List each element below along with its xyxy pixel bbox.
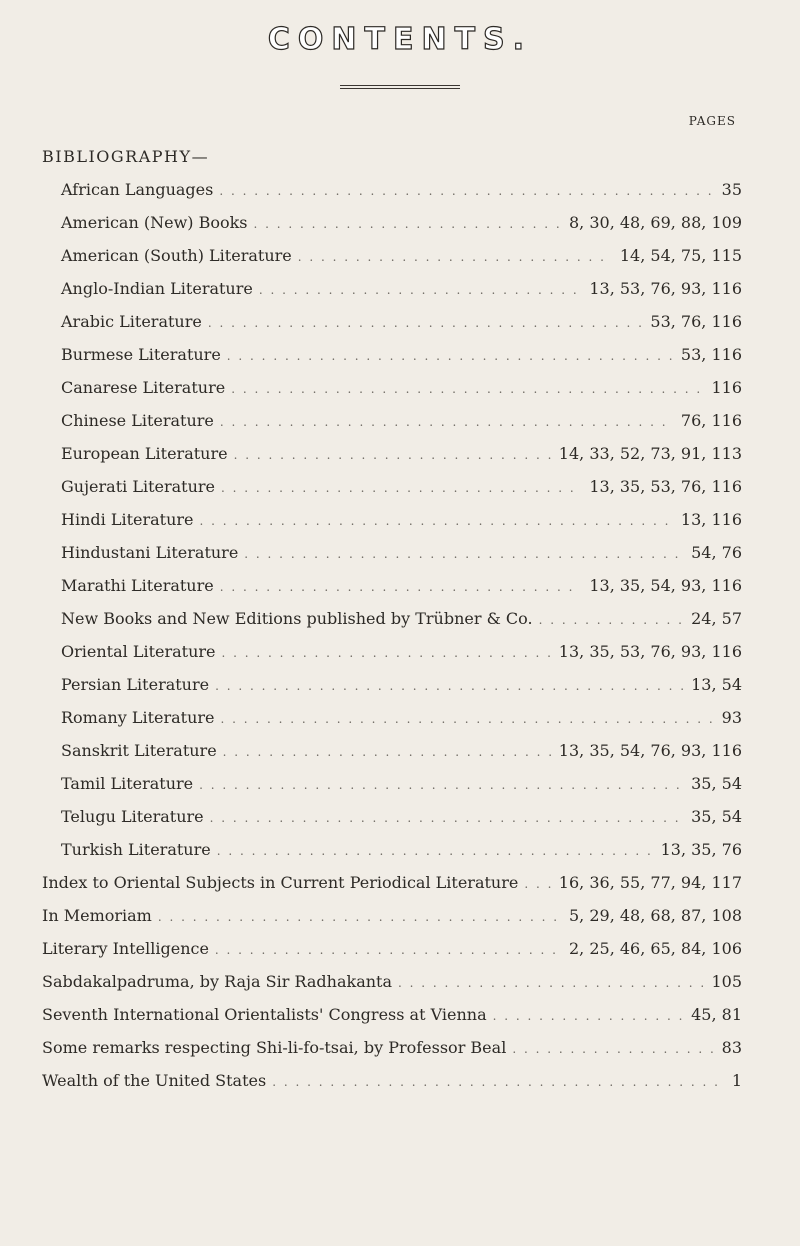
entry-pages: 24, 57 bbox=[691, 609, 742, 628]
toc-entry bbox=[0, 470, 800, 503]
entry-title: Literary Intelligence bbox=[42, 939, 209, 958]
entry-pages: 2, 25, 46, 65, 84, 106 bbox=[568, 939, 742, 958]
leader-dots bbox=[200, 505, 673, 536]
toc-entry bbox=[0, 173, 800, 206]
entry-title: Hindustani Literature bbox=[61, 543, 239, 562]
toc-entry bbox=[0, 272, 800, 305]
entry-title: Some remarks respecting Shi-li-fo-tsai, by Professor Beal bbox=[42, 1038, 507, 1057]
entry-title: Arabic Literature bbox=[61, 312, 202, 331]
entry-title: Canarese Literature bbox=[61, 378, 226, 397]
entry-title: Sanskrit Literature bbox=[61, 741, 217, 760]
leader-dots bbox=[512, 1033, 713, 1064]
page-title: CONTENTS. bbox=[267, 22, 533, 57]
entry-title: Burmese Literature bbox=[61, 345, 221, 364]
entry-title: Romany Literature bbox=[61, 708, 215, 727]
leader-dots bbox=[199, 769, 683, 800]
leader-dots bbox=[259, 274, 581, 305]
toc-entry bbox=[0, 734, 800, 767]
leader-dots bbox=[222, 637, 551, 668]
entry-title: American (New) Books bbox=[61, 213, 248, 232]
entry-title: Turkish Literature bbox=[61, 840, 211, 859]
entry-title: Tamil Literature bbox=[61, 774, 194, 793]
section-heading: BIBLIOGRAPHY— bbox=[42, 147, 210, 166]
entry-title: European Literature bbox=[61, 444, 228, 463]
leader-dots bbox=[254, 208, 561, 239]
entry-title: Index to Oriental Subjects in Current Periodical Literature bbox=[42, 873, 519, 892]
toc-entry bbox=[0, 833, 800, 866]
entry-title: Anglo-Indian Literature bbox=[61, 279, 253, 298]
entry-pages: 13, 35, 53, 76, 116 bbox=[589, 477, 742, 496]
toc-entry bbox=[0, 965, 800, 998]
toc-entry bbox=[0, 998, 800, 1031]
leader-dots bbox=[234, 439, 551, 470]
entry-pages: 116 bbox=[711, 378, 742, 397]
toc-entry bbox=[0, 569, 800, 602]
entry-pages: 35, 54 bbox=[691, 774, 742, 793]
leader-dots bbox=[272, 1066, 724, 1097]
toc-entry bbox=[0, 866, 800, 899]
leader-dots bbox=[221, 703, 714, 734]
toc-entry bbox=[0, 635, 800, 668]
entry-pages: 8, 30, 48, 69, 88, 109 bbox=[568, 213, 742, 232]
entry-title: African Languages bbox=[61, 180, 214, 199]
entry-pages: 53, 116 bbox=[680, 345, 742, 364]
leader-dots bbox=[215, 670, 683, 701]
entry-title: Gujerati Literature bbox=[61, 477, 216, 496]
entry-pages: 13, 35, 54, 93, 116 bbox=[589, 576, 742, 595]
leader-dots bbox=[231, 373, 703, 404]
leader-dots bbox=[227, 340, 673, 371]
leader-dots bbox=[219, 175, 713, 206]
entry-pages: 13, 35, 76 bbox=[660, 840, 742, 859]
entry-pages: 13, 53, 76, 93, 116 bbox=[589, 279, 742, 298]
leader-dots bbox=[493, 1000, 684, 1031]
leader-dots bbox=[220, 406, 673, 437]
leader-dots bbox=[398, 967, 703, 998]
entry-title: Oriental Literature bbox=[61, 642, 216, 661]
toc-entry bbox=[0, 404, 800, 437]
toc-entry bbox=[0, 305, 800, 338]
leader-dots bbox=[208, 307, 643, 338]
contents-entries bbox=[0, 173, 800, 1097]
toc-entry bbox=[0, 701, 800, 734]
toc-entry bbox=[0, 602, 800, 635]
entry-pages: 14, 33, 52, 73, 91, 113 bbox=[558, 444, 742, 463]
entry-pages: 45, 81 bbox=[691, 1005, 742, 1024]
leader-dots bbox=[223, 736, 551, 767]
entry-pages: 1 bbox=[731, 1071, 742, 1090]
toc-entry bbox=[0, 338, 800, 371]
toc-entry bbox=[0, 932, 800, 965]
leader-dots bbox=[244, 538, 683, 569]
toc-entry bbox=[0, 503, 800, 536]
leader-dots bbox=[539, 604, 684, 635]
entry-pages: 16, 36, 55, 77, 94, 117 bbox=[558, 873, 742, 892]
entry-title: Persian Literature bbox=[61, 675, 210, 694]
entry-title: Telugu Literature bbox=[61, 807, 204, 826]
leader-dots bbox=[210, 802, 683, 833]
entry-pages: 13, 35, 53, 76, 93, 116 bbox=[558, 642, 742, 661]
toc-entry bbox=[0, 1031, 800, 1064]
entry-pages: 76, 116 bbox=[680, 411, 742, 430]
entry-pages: 13, 54 bbox=[691, 675, 742, 694]
toc-entry bbox=[0, 239, 800, 272]
toc-entry bbox=[0, 668, 800, 701]
toc-entry bbox=[0, 536, 800, 569]
entry-title: Sabdakalpadruma, by Raja Sir Radhakanta bbox=[42, 972, 392, 991]
leader-dots bbox=[524, 868, 550, 899]
toc-entry bbox=[0, 437, 800, 470]
toc-entry bbox=[0, 800, 800, 833]
toc-entry bbox=[0, 1064, 800, 1097]
entry-pages: 93 bbox=[721, 708, 742, 727]
entry-title: Chinese Literature bbox=[61, 411, 214, 430]
leader-dots bbox=[215, 934, 561, 965]
entry-pages: 105 bbox=[711, 972, 742, 991]
entry-title: Hindi Literature bbox=[61, 510, 194, 529]
leader-dots bbox=[298, 241, 612, 272]
entry-pages: 53, 76, 116 bbox=[650, 312, 742, 331]
entry-pages: 35, 54 bbox=[691, 807, 742, 826]
toc-entry bbox=[0, 371, 800, 404]
toc-entry bbox=[0, 206, 800, 239]
entry-pages: 13, 116 bbox=[680, 510, 742, 529]
leader-dots bbox=[217, 835, 653, 866]
entry-pages: 13, 35, 54, 76, 93, 116 bbox=[558, 741, 742, 760]
title-rule bbox=[340, 85, 460, 89]
leader-dots bbox=[158, 901, 561, 932]
entry-title: Marathi Literature bbox=[61, 576, 214, 595]
entry-pages: 54, 76 bbox=[691, 543, 742, 562]
entry-title: In Memoriam bbox=[42, 906, 152, 925]
leader-dots bbox=[220, 571, 582, 602]
entry-pages: 83 bbox=[721, 1038, 742, 1057]
entry-title: New Books and New Editions published by Trübner & Co. bbox=[61, 609, 533, 628]
entry-title: American (South) Literature bbox=[61, 246, 292, 265]
entry-pages: 14, 54, 75, 115 bbox=[619, 246, 742, 265]
toc-entry bbox=[0, 899, 800, 932]
pages-column-label: PAGES bbox=[688, 114, 736, 128]
entry-pages: 5, 29, 48, 68, 87, 108 bbox=[568, 906, 742, 925]
entry-title: Seventh International Orientalists' Congress at Vienna bbox=[42, 1005, 487, 1024]
entry-title: Wealth of the United States bbox=[42, 1071, 267, 1090]
toc-entry bbox=[0, 767, 800, 800]
leader-dots bbox=[221, 472, 581, 503]
entry-pages: 35 bbox=[721, 180, 742, 199]
